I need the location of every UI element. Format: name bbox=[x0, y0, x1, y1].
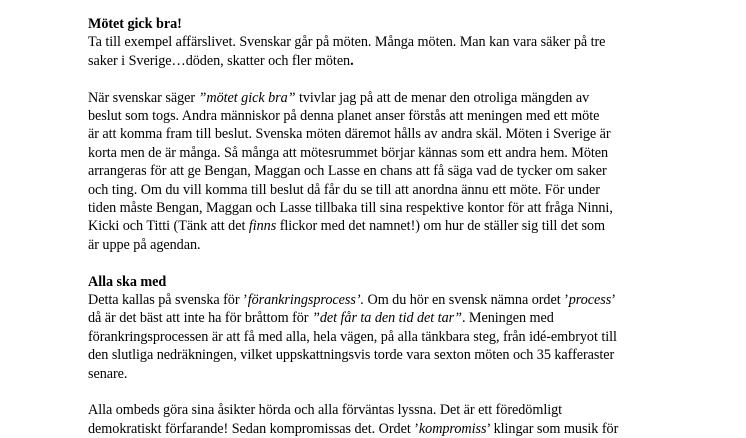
section-gap bbox=[88, 254, 668, 272]
text-line bbox=[88, 107, 668, 125]
text-span: korta men de är många. Så många att mötesrummet börjar kännas som ett andra hem. Möten bbox=[88, 144, 609, 161]
text-line bbox=[88, 309, 668, 327]
document-body bbox=[88, 15, 668, 438]
italic-text: kompromiss bbox=[418, 420, 487, 437]
text-span: då är det bäst att inte ha för bråttom för bbox=[88, 310, 312, 327]
text-span: Kicki och Titti (Tänk att det bbox=[88, 218, 249, 235]
italic-text: förankringsprocess’. bbox=[247, 292, 364, 309]
text-span: beslut som togs. Andra människor på denna planet anser förstås att meningen med ett möte bbox=[88, 108, 600, 125]
text-line bbox=[88, 33, 668, 51]
paragraph bbox=[88, 89, 668, 255]
italic-text: finns bbox=[248, 218, 277, 235]
paragraph-gap bbox=[88, 70, 668, 88]
text-span: flickor med det namnet!) om hur de ställer sig till det som bbox=[276, 218, 605, 235]
text-line bbox=[88, 199, 668, 217]
text-line bbox=[88, 291, 668, 309]
text-line bbox=[88, 236, 668, 254]
text-span: tvivlar jag på att de menar den otroliga mängden av bbox=[295, 89, 590, 106]
section-heading: Alla ska med bbox=[88, 273, 167, 290]
paragraph-gap bbox=[88, 383, 668, 401]
text-line bbox=[88, 144, 668, 162]
text-span: är att komma fram till beslut. Svenska möten däremot hålls av andra skäl. Möten i Sverige är bbox=[88, 126, 611, 143]
paragraph bbox=[88, 33, 668, 70]
section-heading: Mötet gick bra! bbox=[88, 16, 182, 32]
text-span: När svenskar säger bbox=[88, 89, 199, 106]
text-line bbox=[88, 217, 668, 235]
text-line bbox=[88, 89, 668, 107]
text-span: och ting. Om du vill komma till beslut då får du se till att anordna ännu ett möte. För under bbox=[88, 181, 600, 198]
document-page bbox=[88, 15, 668, 438]
text-line bbox=[88, 328, 668, 346]
text-line bbox=[88, 162, 668, 180]
paragraph bbox=[88, 401, 668, 438]
text-span: Alla ombeds göra sina åsikter hörda och alla förväntas lyssna. Det är ett föredömligt bbox=[88, 402, 563, 419]
text-span: . Meningen med bbox=[461, 310, 554, 327]
italic-text: ”mötet gick bra” bbox=[198, 89, 296, 106]
paragraph bbox=[88, 291, 668, 383]
italic-text: ”det får ta den tid det tar” bbox=[311, 310, 462, 327]
text-span: demokratiskt förfarande! Sedan kompromissas det. Ordet ’ bbox=[88, 420, 419, 437]
text-span: saker i Sverige…döden, skatter och fler möten bbox=[88, 52, 351, 69]
text-line bbox=[88, 181, 668, 199]
text-line bbox=[88, 420, 668, 438]
text-span: Detta kallas på svenska för ’ bbox=[88, 292, 248, 309]
text-span: Om du hör en svensk nämna ordet ’ bbox=[364, 292, 569, 309]
text-line bbox=[88, 52, 668, 70]
text-span: den slutliga nedräkningen, vilket uppskattningsvis torde vara sexton möten och 35 kafferaster bbox=[88, 347, 615, 364]
text-span: Ta till exempel affärslivet. Svenskar går på möten. Många möten. Man kan vara säker på tre bbox=[88, 34, 606, 51]
text-span: arrangeras för att ge Bengan, Maggan och Lasse en chans att få säga vad de tycker om saker bbox=[88, 163, 607, 180]
italic-text: process bbox=[568, 292, 612, 309]
text-span: ’ klingar som musik för bbox=[486, 420, 619, 437]
text-line bbox=[88, 346, 668, 364]
text-line bbox=[88, 365, 668, 383]
bold-text: . bbox=[350, 52, 354, 69]
text-span: förankringsprocessen är att få med alla, hela vägen, på alla tänkbara steg, från idé-embryot till bbox=[88, 328, 617, 345]
text-span: är uppe på agendan. bbox=[88, 236, 201, 253]
text-line bbox=[88, 401, 668, 419]
text-line bbox=[88, 125, 668, 143]
text-span: senare. bbox=[88, 365, 128, 382]
text-span: ’ bbox=[611, 292, 616, 309]
text-span: tiden måste Bengan, Maggan och Lasse tillbaka till sina respektive kontor för att fråga Ninni, bbox=[88, 200, 613, 217]
